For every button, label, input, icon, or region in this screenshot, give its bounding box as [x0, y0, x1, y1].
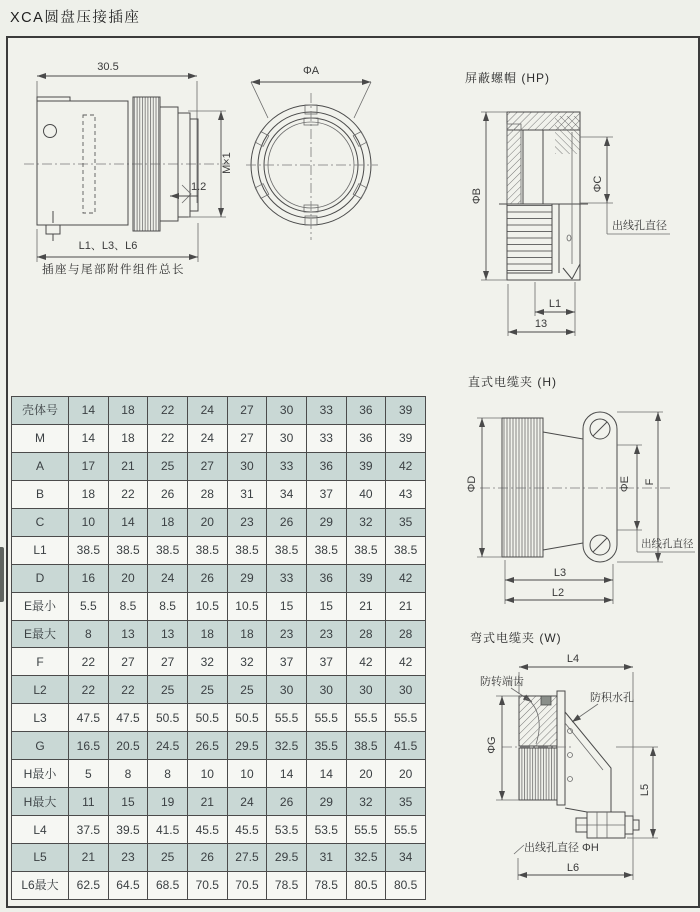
spec-cell: 53.5 [306, 816, 346, 844]
spec-row-label: G [12, 732, 69, 760]
spec-row [12, 508, 426, 536]
spec-cell: 37 [267, 648, 307, 676]
spec-cell: 18 [227, 620, 267, 648]
spec-cell: 78.5 [306, 871, 346, 899]
dim-label-phi-a: ΦA [302, 65, 320, 77]
spec-cell: 38.5 [267, 536, 307, 564]
dim-label-groove: 1.2 [191, 181, 207, 193]
spec-cell: 15 [267, 592, 307, 620]
spec-cell: 22 [69, 648, 109, 676]
spec-cell: 20 [386, 760, 426, 788]
spec-cell: 38.5 [108, 536, 148, 564]
spec-cell: 19 [148, 788, 188, 816]
drain-hole-label: 防积水孔 [590, 692, 634, 704]
spec-cell: 30 [386, 676, 426, 704]
spec-row [12, 480, 426, 508]
spec-cell: 32.5 [346, 844, 386, 872]
spec-row [12, 816, 426, 844]
spec-cell: 33 [306, 424, 346, 452]
spec-cell: 55.5 [267, 704, 307, 732]
spec-cell: 21 [69, 844, 109, 872]
spec-cell: 31 [227, 480, 267, 508]
spec-cell: 36 [346, 424, 386, 452]
spec-cell: 43 [386, 480, 426, 508]
spec-cell: 18 [187, 620, 227, 648]
shield-cap-title: 屏蔽螺帽 (HP) [465, 71, 550, 85]
spec-cell: 80.5 [346, 871, 386, 899]
spec-cell: 8.5 [148, 592, 188, 620]
spec-cell: 17 [69, 452, 109, 480]
spec-cell: 22 [148, 397, 188, 425]
spec-table-body [12, 397, 426, 900]
spec-cell: 35 [386, 788, 426, 816]
outlet-hole-label: 出线孔直径 [641, 538, 694, 550]
spec-cell: 50.5 [227, 704, 267, 732]
spec-cell: 25 [227, 676, 267, 704]
spec-row-label: E最小 [12, 592, 69, 620]
spec-cell: 22 [69, 676, 109, 704]
spec-cell: 14 [69, 424, 109, 452]
spec-row [12, 871, 426, 899]
spec-cell: 39 [386, 424, 426, 452]
spec-cell: 39 [386, 397, 426, 425]
spec-cell: 20 [108, 564, 148, 592]
spec-row-label: D [12, 564, 69, 592]
spec-cell: 27 [187, 452, 227, 480]
spec-row [12, 564, 426, 592]
side-view-caption: 插座与尾部附件组件总长 [42, 264, 185, 276]
spec-cell: 21 [187, 788, 227, 816]
spec-cell: 26.5 [187, 732, 227, 760]
spec-row [12, 788, 426, 816]
spec-cell: 8 [69, 620, 109, 648]
spec-row [12, 536, 426, 564]
spec-row [12, 592, 426, 620]
spec-cell: 18 [108, 424, 148, 452]
spec-cell: 22 [148, 424, 188, 452]
spec-row-label: L2 [12, 676, 69, 704]
spec-cell: 30 [267, 397, 307, 425]
outlet-hole-label: 出线孔直径 [612, 220, 667, 232]
spec-cell: 23 [227, 508, 267, 536]
spec-cell: 36 [346, 397, 386, 425]
spec-cell: 55.5 [386, 816, 426, 844]
spec-cell: 22 [108, 676, 148, 704]
spec-cell: 10 [187, 760, 227, 788]
spec-cell: 24 [227, 788, 267, 816]
dim-label-l3: L3 [553, 567, 567, 579]
spec-row [12, 732, 426, 760]
spec-cell: 33 [267, 564, 307, 592]
spec-cell: 13 [108, 620, 148, 648]
spec-cell: 55.5 [306, 704, 346, 732]
spec-cell: 20 [346, 760, 386, 788]
spec-row-label: L4 [12, 816, 69, 844]
spec-cell: 27 [227, 397, 267, 425]
spec-cell: 47.5 [108, 704, 148, 732]
spec-cell: 29.5 [267, 844, 307, 872]
spec-cell: 20.5 [108, 732, 148, 760]
spec-cell: 45.5 [227, 816, 267, 844]
spec-cell: 38.5 [306, 536, 346, 564]
spec-cell: 29 [306, 508, 346, 536]
spec-cell: 24.5 [148, 732, 188, 760]
spec-cell: 68.5 [148, 871, 188, 899]
spec-cell: 26 [148, 480, 188, 508]
straight-clamp-title: 直式电缆夹 (H) [468, 375, 557, 389]
page-title: XCA圆盘压接插座 [10, 10, 141, 26]
dim-label-l4: L4 [566, 653, 580, 665]
shield-cap-drawing [455, 68, 695, 343]
spec-cell: 29 [227, 564, 267, 592]
spec-cell: 38.5 [386, 536, 426, 564]
spec-cell: 23 [108, 844, 148, 872]
spec-cell: 18 [69, 480, 109, 508]
dim-label-f: F [643, 478, 656, 486]
spec-cell: 36 [306, 452, 346, 480]
spec-cell: 78.5 [267, 871, 307, 899]
spec-cell: 32 [187, 648, 227, 676]
spec-cell: 23 [267, 620, 307, 648]
spec-row [12, 397, 426, 425]
spec-cell: 15 [306, 592, 346, 620]
spec-cell: 18 [108, 397, 148, 425]
spec-row-label: L5 [12, 844, 69, 872]
spec-cell: 53.5 [267, 816, 307, 844]
spec-cell: 40 [346, 480, 386, 508]
spec-cell: 42 [386, 564, 426, 592]
spec-cell: 38.5 [148, 536, 188, 564]
spec-row-label: B [12, 480, 69, 508]
spec-cell: 37 [306, 480, 346, 508]
spec-cell: 28 [187, 480, 227, 508]
spec-row-label: 壳体号 [12, 397, 69, 425]
spec-cell: 22 [108, 480, 148, 508]
spec-cell: 41.5 [148, 816, 188, 844]
spec-cell: 29.5 [227, 732, 267, 760]
spec-cell: 30 [227, 452, 267, 480]
dim-label-13: 13 [534, 318, 548, 330]
anti-rotation-teeth-label: 防转端齿 [480, 676, 524, 688]
side-view-lineart [20, 55, 235, 295]
spec-cell: 27 [148, 648, 188, 676]
spec-row [12, 844, 426, 872]
spec-cell: 26 [187, 844, 227, 872]
spec-cell: 45.5 [187, 816, 227, 844]
front-view-lineart [238, 60, 393, 265]
dim-label-l6: L6 [566, 862, 580, 874]
spec-row-label: M [12, 424, 69, 452]
spec-cell: 62.5 [69, 871, 109, 899]
front-view-drawing [238, 60, 393, 265]
spec-cell: 30 [267, 676, 307, 704]
dim-label-total-width: 30.5 [97, 61, 119, 73]
spec-cell: 39 [346, 452, 386, 480]
spec-row-label: L1 [12, 536, 69, 564]
spec-cell: 34 [267, 480, 307, 508]
dim-label-l5: L5 [638, 783, 651, 797]
spec-cell: 25 [187, 676, 227, 704]
spec-cell: 32.5 [267, 732, 307, 760]
spec-cell: 29 [306, 788, 346, 816]
spec-cell: 37 [306, 648, 346, 676]
spec-cell: 10 [227, 760, 267, 788]
spec-cell: 38.5 [227, 536, 267, 564]
dim-label-phi-b: ΦB [470, 187, 483, 205]
spec-row [12, 424, 426, 452]
spec-row [12, 704, 426, 732]
spec-cell: 50.5 [187, 704, 227, 732]
dim-label-thread: M×1 [220, 152, 233, 174]
spec-cell: 27.5 [227, 844, 267, 872]
spec-cell: 15 [108, 788, 148, 816]
spec-cell: 13 [148, 620, 188, 648]
spec-row [12, 760, 426, 788]
spec-row-label: H最小 [12, 760, 69, 788]
dim-label-l1: L1 [548, 298, 562, 310]
spec-cell: 20 [187, 508, 227, 536]
side-view-drawing [20, 55, 235, 295]
spec-cell: 50.5 [148, 704, 188, 732]
spec-cell: 42 [346, 648, 386, 676]
straight-clamp-drawing [455, 372, 700, 617]
spec-cell: 80.5 [386, 871, 426, 899]
spec-row-label: C [12, 508, 69, 536]
spec-cell: 8 [148, 760, 188, 788]
angle-clamp-drawing [448, 628, 698, 893]
spec-cell: 32 [346, 788, 386, 816]
spec-cell: 30 [306, 676, 346, 704]
angle-clamp-title: 弯式电缆夹 (W) [470, 631, 562, 645]
spec-row [12, 620, 426, 648]
dim-label-lengths: L1、L3、L6 [78, 240, 138, 252]
spec-row [12, 648, 426, 676]
spec-row-label: H最大 [12, 788, 69, 816]
spec-cell: 16.5 [69, 732, 109, 760]
spec-cell: 21 [108, 452, 148, 480]
spec-cell: 42 [386, 452, 426, 480]
spec-cell: 32 [346, 508, 386, 536]
spec-cell: 41.5 [386, 732, 426, 760]
spec-cell: 38.5 [187, 536, 227, 564]
spec-cell: 38.5 [346, 536, 386, 564]
spec-row [12, 452, 426, 480]
dim-label-phi-g: ΦG [485, 736, 498, 754]
spec-cell: 26 [267, 508, 307, 536]
spec-cell: 47.5 [69, 704, 109, 732]
spec-cell: 70.5 [227, 871, 267, 899]
spec-cell: 34 [386, 844, 426, 872]
dim-label-phi-d: ΦD [465, 475, 478, 493]
spec-cell: 36 [306, 564, 346, 592]
spec-cell: 26 [267, 788, 307, 816]
spec-cell: 33 [306, 397, 346, 425]
spec-cell: 21 [346, 592, 386, 620]
spec-cell: 55.5 [346, 704, 386, 732]
spec-cell: 32 [227, 648, 267, 676]
spec-cell: 24 [187, 397, 227, 425]
spec-row-label: F [12, 648, 69, 676]
spec-cell: 55.5 [386, 704, 426, 732]
spec-cell: 11 [69, 788, 109, 816]
spec-cell: 25 [148, 844, 188, 872]
spec-cell: 24 [187, 424, 227, 452]
spec-cell: 16 [69, 564, 109, 592]
spec-cell: 55.5 [346, 816, 386, 844]
shield-cap-lineart [455, 68, 695, 343]
spec-cell: 39.5 [108, 816, 148, 844]
spec-cell: 25 [148, 676, 188, 704]
spec-cell: 70.5 [187, 871, 227, 899]
spec-cell: 28 [386, 620, 426, 648]
spec-cell: 31 [306, 844, 346, 872]
spec-row-label: E最大 [12, 620, 69, 648]
dim-label-phi-c: ΦC [591, 175, 604, 193]
spec-cell: 8.5 [108, 592, 148, 620]
spec-cell: 64.5 [108, 871, 148, 899]
spec-cell: 38.5 [69, 536, 109, 564]
spec-cell: 14 [108, 508, 148, 536]
spec-cell: 10 [69, 508, 109, 536]
spec-cell: 23 [306, 620, 346, 648]
spec-cell: 21 [386, 592, 426, 620]
page-edge-tab [0, 547, 4, 602]
spec-row-label: A [12, 452, 69, 480]
spec-cell: 14 [306, 760, 346, 788]
spec-cell: 35.5 [306, 732, 346, 760]
spec-cell: 39 [346, 564, 386, 592]
spec-cell: 10.5 [187, 592, 227, 620]
spec-row-label: L6最大 [12, 871, 69, 899]
outlet-hole-phi-h-label: 出线孔直径 ΦH [524, 842, 599, 854]
spec-cell: 14 [69, 397, 109, 425]
spec-cell: 35 [386, 508, 426, 536]
dim-label-phi-e: ΦE [618, 475, 631, 493]
spec-cell: 18 [148, 508, 188, 536]
spec-cell: 25 [148, 452, 188, 480]
spec-cell: 24 [148, 564, 188, 592]
spec-cell: 5.5 [69, 592, 109, 620]
straight-clamp-lineart [455, 372, 700, 617]
spec-cell: 30 [267, 424, 307, 452]
spec-cell: 27 [108, 648, 148, 676]
spec-row-label: L3 [12, 704, 69, 732]
spec-cell: 5 [69, 760, 109, 788]
spec-cell: 10.5 [227, 592, 267, 620]
spec-row [12, 676, 426, 704]
spec-cell: 37.5 [69, 816, 109, 844]
spec-cell: 8 [108, 760, 148, 788]
spec-cell: 42 [386, 648, 426, 676]
spec-cell: 38.5 [346, 732, 386, 760]
spec-cell: 33 [267, 452, 307, 480]
spec-cell: 30 [346, 676, 386, 704]
spec-cell: 28 [346, 620, 386, 648]
spec-cell: 26 [187, 564, 227, 592]
spec-table [11, 396, 426, 900]
dim-label-l2: L2 [551, 587, 565, 599]
spec-cell: 14 [267, 760, 307, 788]
spec-cell: 27 [227, 424, 267, 452]
